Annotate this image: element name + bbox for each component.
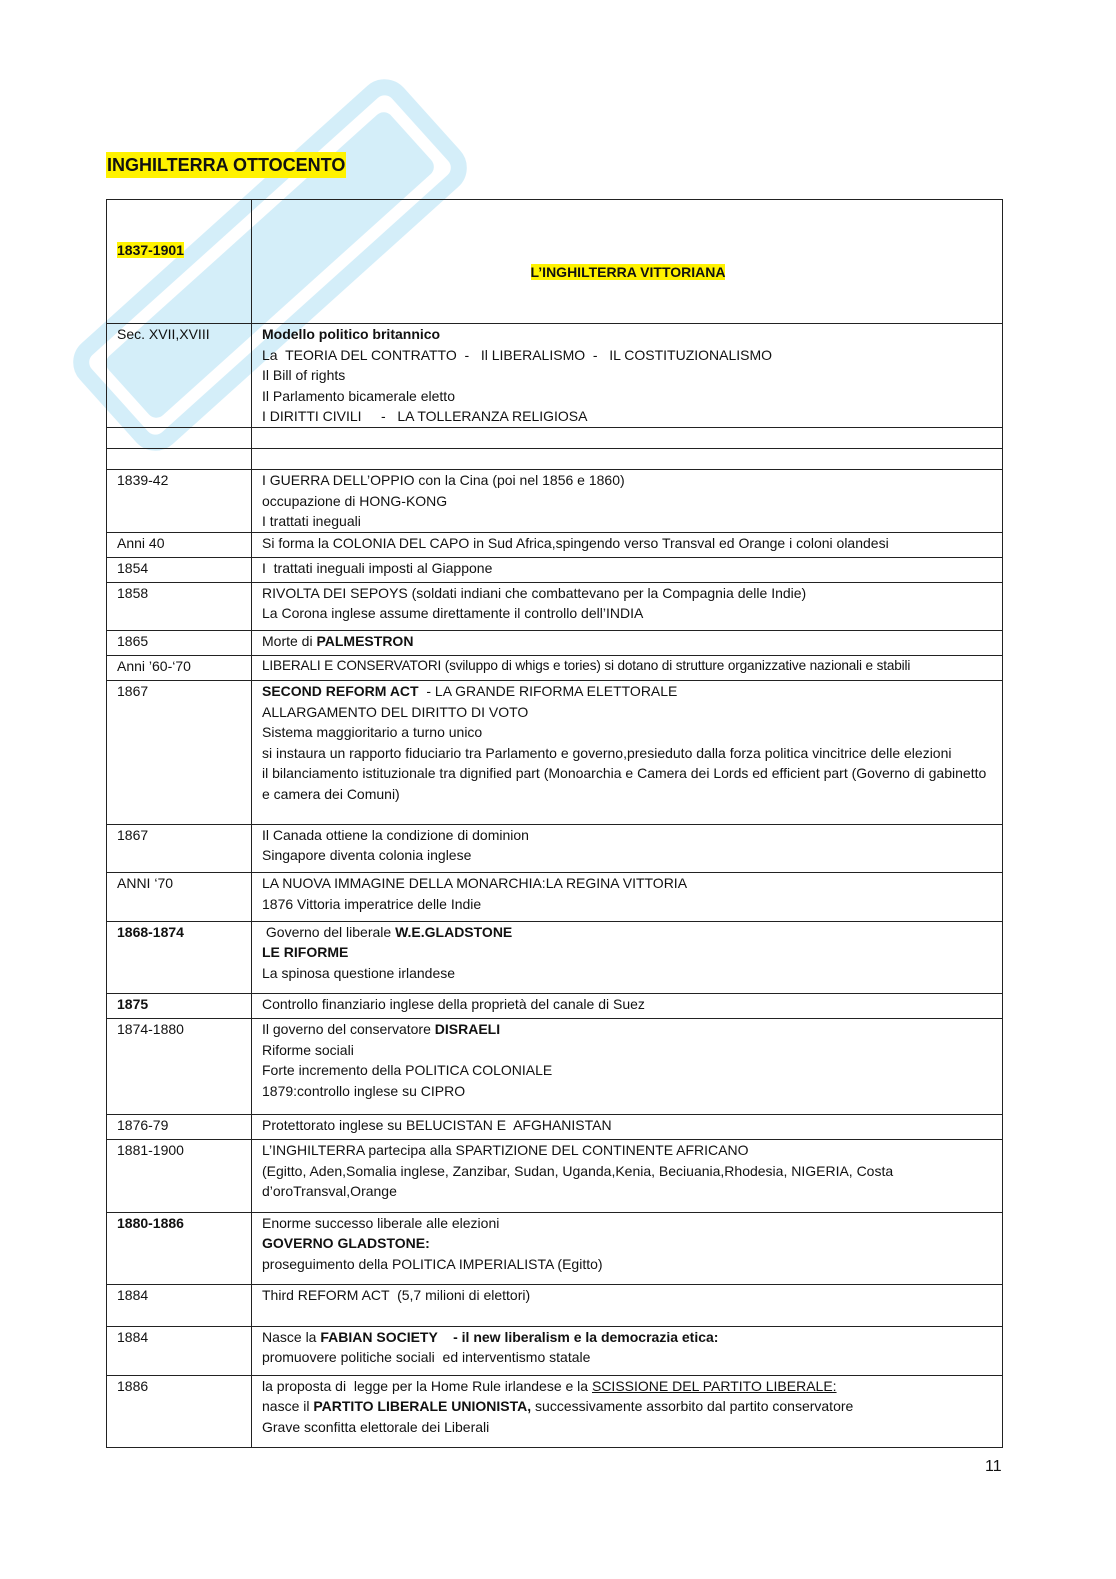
table-header-row	[107, 200, 1003, 324]
row-content: LA NUOVA IMMAGINE DELLA MONARCHIA:LA REGINA VITTORIA 1876 Vittoria imperatrice delle Indie	[252, 873, 1003, 922]
row-content: Morte di PALMESTRON	[252, 631, 1003, 656]
row-content: Third REFORM ACT (5,7 milioni di elettori)	[252, 1284, 1003, 1326]
table-row	[107, 1115, 1003, 1140]
page-title: INGHILTERRA OTTOCENTO	[106, 152, 346, 178]
table-row	[107, 1326, 1003, 1375]
row-content: Protettorato inglese su BELUCISTAN E AFGHANISTAN	[252, 1115, 1003, 1140]
row-date: 1886	[107, 1375, 252, 1447]
row-content: I GUERRA DELL’OPPIO con la Cina (poi nel 1856 e 1860) occupazione di HONG-KONG I trattati ineguali	[252, 469, 1003, 532]
table-row-empty	[107, 427, 1003, 448]
row-date: 1884	[107, 1326, 252, 1375]
table-row	[107, 469, 1003, 532]
row-date: 1868-1874	[107, 921, 252, 993]
row-date: 1880-1886	[107, 1212, 252, 1284]
row-date: 1839-42	[107, 469, 252, 532]
row-content: RIVOLTA DEI SEPOYS (soldati indiani che combattevano per la Compagnia delle Indie) La Corona inglese assume direttamente il controllo dell’INDIA	[252, 582, 1003, 631]
table-row	[107, 1375, 1003, 1447]
table-row	[107, 532, 1003, 557]
table-row	[107, 824, 1003, 873]
table-row	[107, 921, 1003, 993]
table-row	[107, 1284, 1003, 1326]
timeline-table	[106, 199, 1003, 1448]
row-date: 1875	[107, 994, 252, 1019]
table-row	[107, 557, 1003, 582]
row-content: SECOND REFORM ACT - LA GRANDE RIFORMA ELETTORALE ALLARGAMENTO DEL DIRITTO DI VOTO Sistema maggioritario a turno unico si instaura un rapporto fiduciario tra Parlamento e governo,presieduto dalla forza politica vincitrice delle elezioni il bilanciamento istituzionale tra dignified part (Monoarchia e Camera dei Lords ed efficient part (Governo di gabinetto e camera dei Comuni)	[252, 680, 1003, 824]
row-date: Sec. XVII,XVIII	[107, 324, 252, 428]
row-content: Si forma la COLONIA DEL CAPO in Sud Africa,spingendo verso Transval ed Orange i coloni olandesi	[252, 532, 1003, 557]
row-date: 1881-1900	[107, 1140, 252, 1212]
table-row	[107, 873, 1003, 922]
row-content: Controllo finanziario inglese della proprietà del canale di Suez	[252, 994, 1003, 1019]
row-content: Modello politico britannico La TEORIA DEL CONTRATTO - Il LIBERALISMO - IL COSTITUZIONALISMO Il Bill of rights Il Parlamento bicamerale eletto I DIRITTI CIVILI - LA TOLLERANZA RELIGIOSA	[252, 324, 1003, 428]
row-date: 1865	[107, 631, 252, 656]
table-row-empty	[107, 448, 1003, 469]
row-content: Governo del liberale W.E.GLADSTONE LE RIFORME La spinosa questione irlandese	[252, 921, 1003, 993]
row-date: 1876-79	[107, 1115, 252, 1140]
page-number: 11	[985, 1458, 1002, 1475]
table-row	[107, 1019, 1003, 1115]
row-date: 1874-1880	[107, 1019, 252, 1115]
row-content: I trattati ineguali imposti al Giappone	[252, 557, 1003, 582]
row-date: 1858	[107, 582, 252, 631]
row-content: la proposta di legge per la Home Rule irlandese e la SCISSIONE DEL PARTITO LIBERALE: nasce il PARTITO LIBERALE UNIONISTA, successivamente assorbito dal partito conservatore Grave sconfitta elettorale dei Liberali	[252, 1375, 1003, 1447]
row-content: Il Canada ottiene la condizione di dominion Singapore diventa colonia inglese	[252, 824, 1003, 873]
row-date: 1884	[107, 1284, 252, 1326]
row-date: Anni ’60-‘70	[107, 656, 252, 681]
row-date: ANNI ‘70	[107, 873, 252, 922]
row-content: LIBERALI E CONSERVATORI (sviluppo di whigs e tories) si dotano di strutture organizzative nazionali e stabili	[252, 656, 1003, 681]
table-row	[107, 1212, 1003, 1284]
row-content: Il governo del conservatore DISRAELI Riforme sociali Forte incremento della POLITICA COLONIALE 1879:controllo inglese su CIPRO	[252, 1019, 1003, 1115]
row-date: 1854	[107, 557, 252, 582]
header-title: L’INGHILTERRA VITTORIANA	[530, 264, 726, 280]
table-row	[107, 656, 1003, 681]
row-date: 1867	[107, 680, 252, 824]
row-content: Nasce la FABIAN SOCIETY - il new liberalism e la democrazia etica: promuovere politiche sociali ed interventismo statale	[252, 1326, 1003, 1375]
table-row	[107, 1140, 1003, 1212]
row-content: L’INGHILTERRA partecipa alla SPARTIZIONE DEL CONTINENTE AFRICANO (Egitto, Aden,Somalia inglese, Zanzibar, Sudan, Uganda,Kenia, Beciuania,Rhodesia, NIGERIA, Costa d’oroTransval,Orange	[252, 1140, 1003, 1212]
row-date: Anni 40	[107, 532, 252, 557]
header-date: 1837-1901	[117, 242, 184, 258]
table-row	[107, 680, 1003, 824]
table-row	[107, 582, 1003, 631]
table-row	[107, 631, 1003, 656]
row-date: 1867	[107, 824, 252, 873]
table-row	[107, 994, 1003, 1019]
table-row	[107, 324, 1003, 428]
row-content: Enorme successo liberale alle elezioni GOVERNO GLADSTONE: proseguimento della POLITICA IMPERIALISTA (Egitto)	[252, 1212, 1003, 1284]
